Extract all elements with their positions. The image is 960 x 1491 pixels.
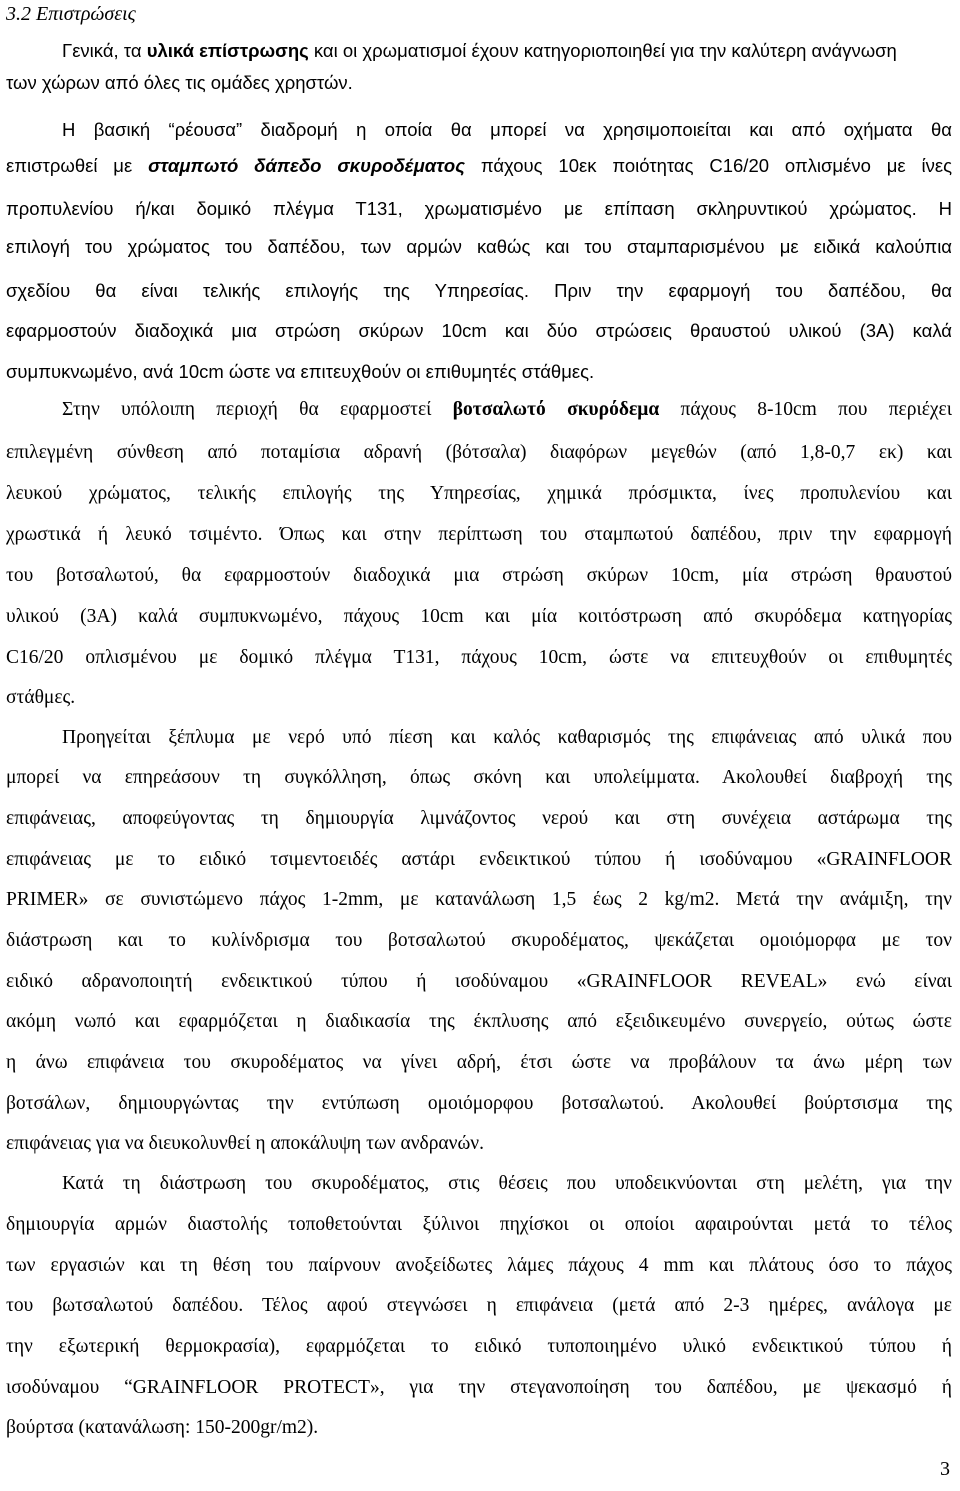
- text-line: ακόμη νωπό και εφαρμόζεται η διαδικασία της έκπλυσης από εξειδικευμένο συνεργείο, ούτως ώστε: [6, 1011, 952, 1032]
- text-line: Η βασική “ρέουσα” διαδρομή η οποία θα μπορεί να χρησιμοποιείται και από οχήματα θα: [62, 119, 952, 140]
- text-line: δημιουργία αρμών διαστολής τοποθετούνται ξύλινοι πηχίσκοι οι οποίοι αφαιρούνται μετά το τέλος: [6, 1214, 952, 1235]
- text-line: επιλογή του χρώματος του δαπέδου, των αρμών καθώς και του σταμπαρισμένου με ειδικά καλούπια: [6, 236, 952, 257]
- text-line: συμπυκνωμένο, ανά 10cm ώστε να επιτευχθούν οι επιθυμητές στάθμες.: [6, 361, 595, 382]
- text-line: σχεδίου θα είναι τελικής επιλογής της Υπηρεσίας. Πριν την εφαρμογή του δαπέδου, θα: [6, 280, 952, 301]
- text-line: PRIMER» σε συνιστώμενο πάχος 1-2mm, με κατανάλωση 1,5 έως 2 kg/m2. Μετά την ανάμιξη, την: [6, 889, 952, 910]
- text-line: η άνω επιφάνεια του σκυροδέματος να γίνει αδρή, έτσι ώστε να προβάλουν τα άνω μέρη των: [6, 1052, 952, 1073]
- text-line: επιφάνειας με το ειδικό τσιμεντοειδές αστάρι ενδεικτικού τύπου ή ισοδύναμου «GRAINFLOOR: [6, 849, 952, 870]
- text-line: λευκού χρώματος, τελικής επιλογής της Υπηρεσίας, χημικά πρόσμικτα, ίνες προπυλενίου και: [6, 483, 952, 504]
- text-line: στάθμες.: [6, 687, 76, 708]
- text-line: ειδικό αδρανοποιητή ενδεικτικού τύπου ή ισοδύναμου «GRAINFLOOR REVEAL» ενώ είναι: [6, 971, 952, 992]
- text-line: των χώρων από όλες τις ομάδες χρηστών.: [6, 72, 353, 93]
- text-line: επιλεγμένη σύνθεση από ποταμίσια αδρανή (βότσαλα) διαφόρων μεγεθών (από 1,8-0,7 εκ) και: [6, 442, 952, 463]
- text-line: των εργασιών και τη θέση του παίρνουν ανοξείδωτες λάμες πάχους 4 mm και πλάτους όσο το πάχος: [6, 1255, 952, 1276]
- text-line: προπυλενίου ή/και δομικό πλέγμα Τ131, χρωματισμένο με επίπαση σκληρυντικού χρώματος. Η: [6, 198, 952, 219]
- text-line: του βοτσαλωτού, θα εφαρμοστούν διαδοχικά μια στρώση σκύρων 10cm, μία στρώση θραυστού: [6, 565, 952, 586]
- text-line: Προηγείται ξέπλυμα με νερό υπό πίεση και καλός καθαρισμός της επιφάνειας από υλικά που: [62, 727, 952, 748]
- section-heading: 3.2 Επιστρώσεις: [6, 3, 136, 25]
- text-line: ισοδύναμου “GRAINFLOOR PROTECT», για την στεγανοποίηση του δαπέδου, με ψεκασμό ή: [6, 1377, 952, 1398]
- text-line: Στην υπόλοιπη περιοχή θα εφαρμοστεί βοτσαλωτό σκυρόδεμα πάχους 8-10cm που περιέχει: [62, 399, 952, 420]
- page-number: 3: [940, 1458, 950, 1480]
- text-line: επιφάνειας, αποφεύγοντας τη δημιουργία λιμνάζοντος νερού και στη συνέχεια αστάρωμα της: [6, 808, 952, 829]
- text-line: βοτσάλων, δημιουργώντας την εντύπωση ομοιόμορφου βοτσαλωτού. Ακολουθεί βούρτσισμα της: [6, 1093, 952, 1114]
- text-line: βούρτσα (κατανάλωση: 150-200gr/m2).: [6, 1417, 319, 1438]
- text-line: επιφάνειας για να διευκολυνθεί η αποκάλυψη των ανδρανών.: [6, 1133, 484, 1154]
- text-line: μπορεί να επηρεάσουν τη συγκόλληση, όπως σκόνη και υπολείμματα. Ακολουθεί διαβροχή της: [6, 767, 952, 788]
- text-line: χρωστικά ή λευκό τσιμέντο. Όπως και στην περίπτωση του σταμπωτού δαπέδου, πριν την εφαρμογή: [6, 524, 952, 545]
- text-line: C16/20 οπλισμένου με δομικό πλέγμα Τ131, πάχους 10cm, ώστε να επιτευχθούν οι επιθυμητές: [6, 647, 952, 668]
- text-line: την εξωτερική θερμοκρασία), εφαρμόζεται το ειδικό τυποποιημένο υλικό ενδεικτικού τύπου ή: [6, 1336, 952, 1357]
- text-line: του βωτσαλωτού δαπέδου. Τέλος αφού στεγνώσει η επιφάνεια (μετά από 2-3 ημέρες, ανάλογα με: [6, 1295, 952, 1316]
- text-line: Κατά τη διάστρωση του σκυροδέματος, στις θέσεις που υποδεικνύονται στη μελέτη, για την: [62, 1173, 952, 1194]
- text-line: Γενικά, τα υλικά επίστρωσης και οι χρωματισμοί έχουν κατηγοριοποιηθεί για την καλύτερη ανάγνωση: [62, 40, 897, 61]
- text-line: επιστρωθεί με σταμπωτό δάπεδο σκυροδέματος πάχους 10εκ ποιότητας C16/20 οπλισμένο με ίνες: [6, 155, 952, 176]
- text-line: εφαρμοστούν διαδοχικά μια στρώση σκύρων 10cm και δύο στρώσεις θραυστού υλικού (3Α) καλά: [6, 320, 952, 341]
- text-line: διάστρωση και το κυλίνδρισμα του βοτσαλωτού σκυροδέματος, ψεκάζεται ομοιόμορφα με τον: [6, 930, 952, 951]
- text-line: υλικού (3Α) καλά συμπυκνωμένο, πάχους 10cm και μία κοιτόστρωση από σκυρόδεμα κατηγορίας: [6, 606, 952, 627]
